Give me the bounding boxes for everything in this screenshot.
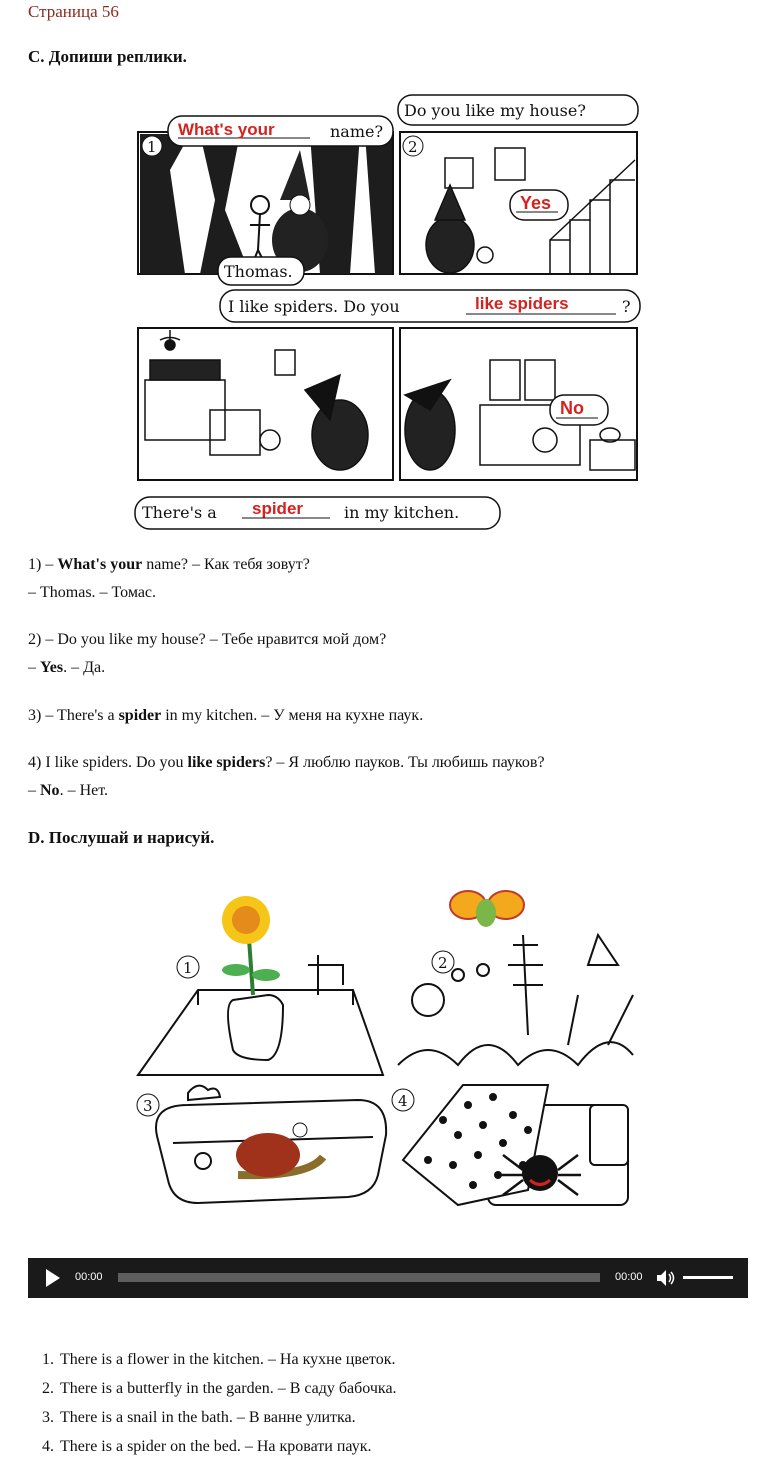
picture-number-1: 1 (183, 959, 193, 977)
spider-icon (500, 1155, 581, 1195)
answer-yes: Yes (520, 193, 552, 213)
bubble1-text: name? (330, 122, 384, 141)
list-item: 1. There is a flower in the kitchen. – На кухне цветок. (58, 1345, 397, 1374)
answer-line-1: 1) – What's your name? – Как тебя зовут? – Thomas. – Томас. (28, 556, 310, 601)
answer-line-2: 2) – Do you like my house? – Тебе нравится мой дом? – Yes. – Да. (28, 631, 387, 676)
panel-number-2: 2 (408, 138, 418, 156)
duration-time: 00:00 (615, 1271, 643, 1283)
picture-number-3: 3 (143, 1097, 153, 1115)
list-item: 4. There is a spider on the bed. – На кровати паук. (58, 1432, 397, 1461)
sunflower-icon (222, 896, 280, 995)
bubble7-text: There's a (142, 503, 217, 522)
bubble7-end: in my kitchen. (344, 503, 460, 522)
answer-whats-your: What's your (178, 120, 275, 139)
volume-icon[interactable] (656, 1269, 676, 1287)
progress-track[interactable] (118, 1273, 600, 1282)
picture-number-2: 2 (438, 954, 448, 972)
bubble5-text: I like spiders. Do you (228, 297, 400, 316)
answer-line-4: 4) I like spiders. Do you like spiders? – Я люблю пауков. Ты любишь пауков? – No. – Нет. (28, 754, 545, 799)
comic-illustration (130, 90, 645, 535)
answer-spider: spider (252, 499, 304, 518)
volume-slider[interactable] (683, 1276, 733, 1279)
answer-list (20, 1345, 397, 1461)
section-c-heading: C. Допиши реплики. (28, 47, 187, 66)
bubble5-end: ? (622, 297, 631, 316)
audio-player (28, 1258, 748, 1298)
bubble3-text: Thomas. (224, 262, 293, 281)
play-icon[interactable] (46, 1269, 60, 1287)
current-time: 00:00 (75, 1271, 103, 1283)
page-label: Страница 56 (28, 2, 119, 21)
butterfly-icon (450, 891, 524, 927)
listen-and-draw-illustration (128, 875, 648, 1245)
answer-no: No (560, 398, 584, 418)
list-item: 2. There is a butterfly in the garden. – В саду бабочка. (58, 1374, 397, 1403)
answer-like-spiders: like spiders (475, 294, 569, 313)
answer-line-3: 3) – There's a spider in my kitchen. – У меня на кухне паук. (28, 707, 424, 724)
bubble2-text: Do you like my house? (404, 101, 586, 120)
picture-number-4: 4 (398, 1092, 408, 1110)
garden-flowers (398, 935, 633, 1065)
panel-number-1: 1 (147, 138, 157, 156)
section-d-heading: D. Послушай и нарисуй. (28, 828, 215, 847)
list-item: 3. There is a snail in the bath. – В ванне улитка. (58, 1403, 397, 1432)
